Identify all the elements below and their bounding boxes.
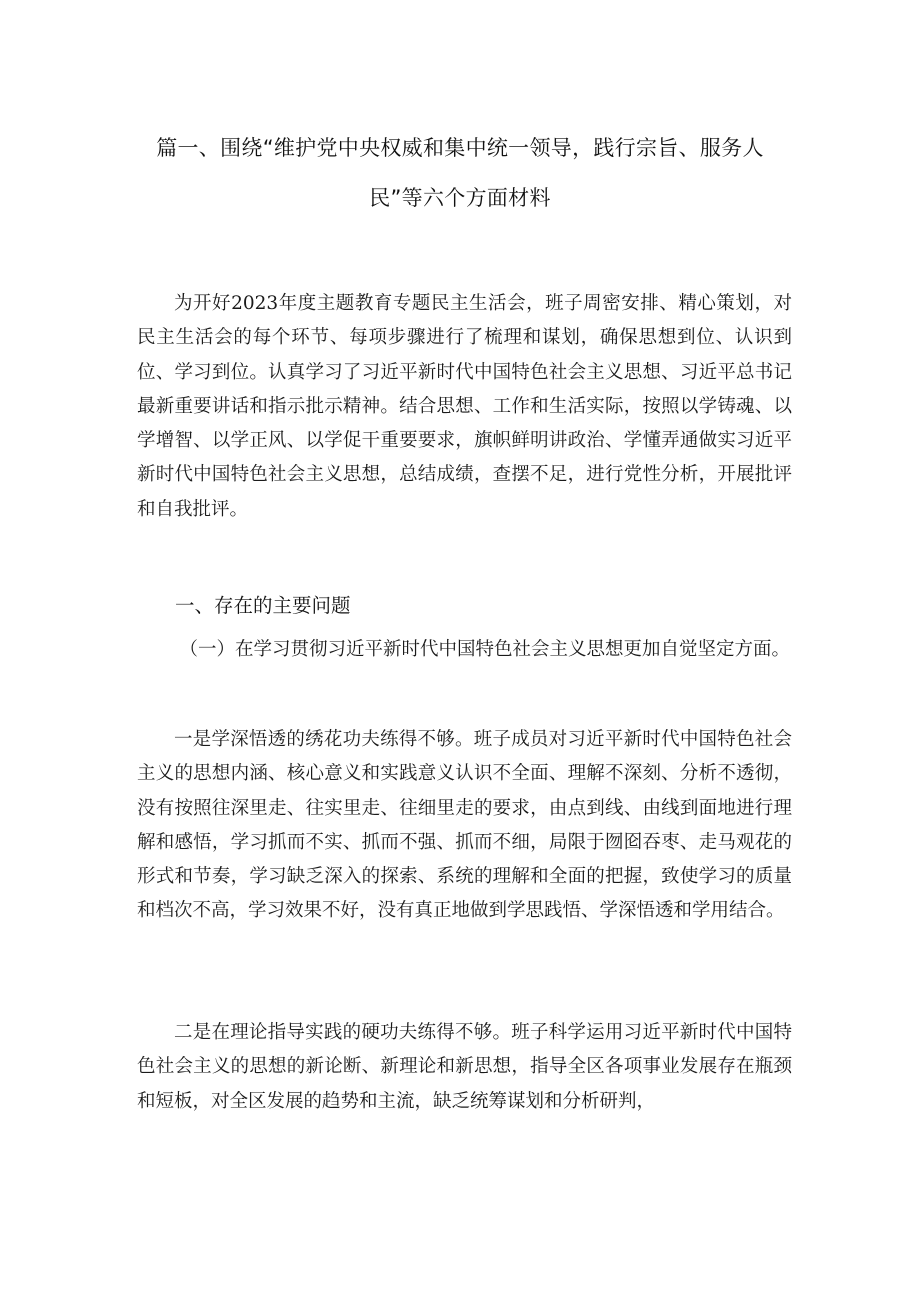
paragraph-2: 二是在理论指导实践的硬功夫练得不够。班子科学运用习近平新时代中国特色社会主义的思想的新论断、新理论和新思想，指导全区各项事业发展存在瓶颈和短板，对全区发展的趋势和主流，缺乏统筹谋划和分析研判， — [137, 1022, 792, 1112]
intro-paragraph: 为开好2023年度主题教育专题民主生活会，班子周密安排、精心策划，对民主生活会的每个环节、每项步骤进行了梳理和谋划，确保思想到位、认识到位、学习到位。认真学习了习近平新时代中国特色社会主义思想、习近平总书记最新重要讲话和指示批示精神。结合思想、工作和生活实际，按照以学铸魂、以学增智、以学正风、以学促干重要要求，旗帜鲜明讲政治、学懂弄通做实习近平新时代中国特色社会主义思想，总结成绩，查摆不足，进行党性分析，开展批评和自我批评。 — [137, 293, 792, 520]
section-heading: 一、存在的主要问题 — [175, 594, 351, 617]
subsection-heading: （一）在学习贯彻习近平新时代中国特色社会主义思想更加自觉坚定方面。 — [179, 639, 791, 660]
paragraph-1: 一是学深悟透的绣花功夫练得不够。班子成员对习近平新时代中国特色社会主义的思想内涵、核心意义和实践意义认识不全面、理解不深刻、分析不透彻，没有按照往深里走、往实里走、往细里走的要求，由点到线、由线到面地进行理解和感悟，学习抓而不实、抓而不强、抓而不细，局限于囫囵吞枣、走马观花的形式和节奏，学习缺乏深入的探索、系统的理解和全面的把握，致使学习的质量和档次不高，学习效果不好，没有真正地做到学思践悟、学深悟透和学用结合。 — [137, 729, 792, 922]
document-title-line-2: 民”等六个方面材料 — [369, 186, 551, 210]
document-title-line-1: 篇一、围绕“维护党中央权威和集中统一领导，践行宗旨、服务人 — [156, 136, 764, 160]
